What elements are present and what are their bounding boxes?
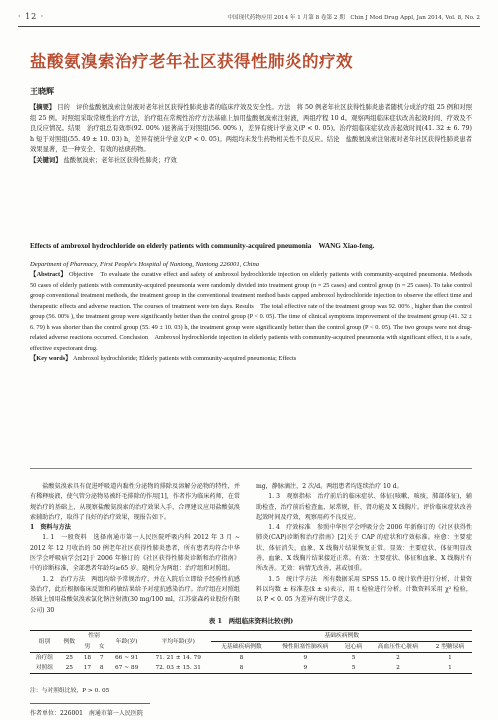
english-title: Effects of ambroxol hydrochloride on elderly patients with community-acquired pneumonia WANG Xiao-feng. [30,242,375,250]
cell: 8 [239,665,244,671]
chinese-abstract [30,103,472,167]
col-chd: 冠心病 [344,644,363,650]
english-abstract-label: 【Abstract】 [30,271,68,278]
cell: 1 [448,655,452,661]
col-copd: 慢性阻塞性肺疾病 [282,644,329,650]
cell: 9 [303,655,308,661]
col-mean-age: 平均年龄(岁) [161,638,195,645]
cell: 71. 21 ± 14. 79 [155,655,201,661]
cell: 2 [396,655,400,661]
cell: 5 [351,655,356,661]
cell: 25 [65,655,73,661]
english-keywords-label: 【Key words】 [30,355,72,362]
english-keywords-text: Ambroxol hydrochloride; Elderly patients with community-acquired pneumonia; Effects [71,355,297,362]
english-affiliation: Department of Pharmacy, First People's Hospital of Nantong, Nantong 226001, China [30,261,260,268]
abstract-label: 【摘要】 [30,104,56,111]
cell: 治疗组 [35,655,54,661]
cell: 对照组 [35,665,54,671]
col-dm: 2 型糖尿病 [435,644,465,650]
section-heading: 1 资料与方法 [30,524,71,532]
left-column [30,482,240,616]
table-row [30,663,472,674]
col-group: 组别 [38,638,51,645]
col-htn: 高血压性心脏病 [377,644,419,650]
cell: 9 [303,665,308,671]
english-abstract [30,270,479,365]
clinical-data-table [30,630,472,674]
col-female: 女 [98,643,105,650]
col-age: 年龄(岁) [115,638,138,645]
cell: 18 [83,655,92,661]
cell: 25 [65,665,73,671]
table-note: 注：与对照组比较，P > 0. 05 [30,688,110,694]
author-affiliation-footnote: 作者单位：226001 南通市第一人民医院 [30,710,143,717]
col-no-disease: 无基础疾病例数 [221,644,262,650]
col-basic-disease: 基础疾病例数 [211,631,472,642]
cell: 8 [239,655,244,661]
intro-paragraph: 盐酸氨溴索具有促进呼吸道内黏性分泌物的排除及溶解分泌物的特性，并有稀释痰液，使气管分泌物易被纤毛排除的作用[1]，作者作为临床药师，在常规治疗的基础上，从现察盐酸氨溴索的治疗效果入手，合理建议应用盐酸氨溴索辅助治疗，取得了良好的治疗效果，现报告如下。 [30,483,240,521]
col-sex: 性别 [88,633,100,640]
table-row [30,653,472,664]
cell: 72. 03 ± 15. 31 [155,665,201,671]
observation-paragraph: 1. 3 观察指标 治疗前后的临床症状、体征(咳嗽、咳痰，肺部体征)，辅助检查，治疗前后检查血、尿常规，肝、肾功能及 X 线胸片。评价临床症状改善起效时间及疗效，观察用药不良反应。 [256,493,472,521]
col-cases: 例数 [63,638,76,645]
cell: 17 [83,665,92,671]
running-header [18,10,480,24]
table-caption: 表 1 两组临床资料比较(例) [208,617,294,625]
cell: 5 [351,665,356,671]
article-title: 盐酸氨溴索治疗老年社区获得性肺炎的疗效 [30,52,353,71]
efficacy-criteria-paragraph: 1. 4 疗效标准 参照中华医学会呼吸分会 2006 年新修订的《社区获得性肺炎(CAP)诊断和治疗指南》[2]关于 CAP 的症状和疗效标准。痊愈：主要症状、体征消失，血象、X 线胸片结果恢复正常。显效：主要症状、体征明显改善，血象、X 线胸片结果接近正常。有效：主要症状、体征和血象、X 线胸片有所改善。无效：病情无改善，甚或加重。 [256,524,472,573]
cell: 1 [448,665,452,671]
journal-info: 中国现代药物应用 2014 年 1 月第 8 卷第 2 期 Chin J Mod Drug Appl, Jan 2014, Vol. 8, No. 2 [227,15,480,21]
cell: 2 [396,665,400,671]
abstract-text: 目的 评价盐酸氨溴索注射液对老年社区获得性肺炎患者的临床疗效及安全性。方法 将 50 例老年社区获得性肺炎患者随机分成治疗组 25 例和对照组 25 例。对照组采取常规性治疗方法，治疗组在常规性治疗方法基础上加用盐酸氨溴索注射液，两组疗程 10 d。观察两组临床症状改善起效时间、疗效及不良反应情况。结果 治疗组总有效率(92. 00% )显著高于对照组(56. 00% )，差异有统计学意义(P < 0. 05)。治疗组临床症状改善起效时间(41. 32 ± 6. 79) h 短于对照组(55. 49 ± 10. 03) h，差异有统计学意义(P < 0. 05)。两组均未发生药物相关性不良反应。结论 盐酸氨溴索注射液对老年社区获得性肺炎患者效果显著，是一种安全、有效的祛痰药物。 [30,104,472,154]
page-number: · 12 · [18,12,45,21]
cell: 66 ~ 91 [114,655,139,661]
header-rule [18,26,480,27]
right-column [256,482,472,606]
cell: 8 [99,665,104,671]
general-data-paragraph: 1. 1 一般资料 选择南通市第一人民医院呼吸内科 2012 年 3 月 ~ 2012 年 12 月收治的 50 例老年社区获得性肺炎患者，所有患者均符合中华医学会呼吸病学会[2]于 2006 年修订的《社区获得性肺炎诊断和治疗指南》中的诊断标准，全部患者年龄均≥65 岁。随机分为两组：治疗组和对照组。 [30,534,240,573]
section-divider [30,468,472,469]
cell: 7 [99,655,104,661]
dosage-continuation: mg，静脉滴注，2 次/d。两组患者均连续治疗 10 d。 [256,483,403,490]
keywords-label: 【关键词】 [30,156,62,164]
statistics-paragraph: 1. 5 统计学方法 所有数据采用 SPSS 15. 0 统计软件进行分析，计量资料以均数 ± 标准差(x̄ ± s)表示，用 t 检验进行分析。计数资料采用 χ² 检验，以 P < 0. 05 为差异有统计学意义。 [256,575,472,604]
treatment-paragraph: 1. 2 治疗方法 两组均给予常规治疗，并在入院后立即给予经验性抗感染治疗，此后根据临床反馈和药敏结果给予对症抗感染治疗。治疗组在对照组基础上加用盐酸氨溴索氯化钠注射液(30 mg/100 ml，江苏豪森药业股份有限公司) 30 [30,575,240,614]
cell: 67 ~ 89 [114,665,139,671]
footnote-rule [30,703,150,704]
english-abstract-text: Objective To evaluate the curative effect and safety of ambroxol hydrochloride injection on elderly patients with community-acquired pneumonia. Methods 50 cases of elderly patients with community-acquired pneumonia were randomly divided into treatment group (n = 25 cases) and control group (n = 25 cases). To take control group conventional treatment methods, the treatment group in the conventional treatment method basis capped ambroxol hydrochloride injection to observe the effect time and therapeutic effects and adverse reaction. The courses of treatment were ten days. Results The total effective rate of the treatment group was 92. 00% , higher than the control group (56. 00% ), the treatment group were significantly better than the control group (P < 0. 05). The time of clinical symptoms improvement of the treatment group (41. 32 ± 6. 79) h was shorter than the control group (55. 49 ± 10. 03) h, the treatment group were significantly better than the control group (P < 0. 05). The two groups were not drug-related adverse reactions occurred. Conclusion Ambroxol hydrochloride injection in elderly patients with community-acquired pneumonia with significant effect, it is a safe, effective expectorant drug. [30,271,479,352]
keywords-text: 盐酸氨溴索；老年社区获得性肺炎；疗效 [61,156,177,164]
author: 王晓辉 [30,86,54,96]
col-male: 男 [84,643,91,650]
